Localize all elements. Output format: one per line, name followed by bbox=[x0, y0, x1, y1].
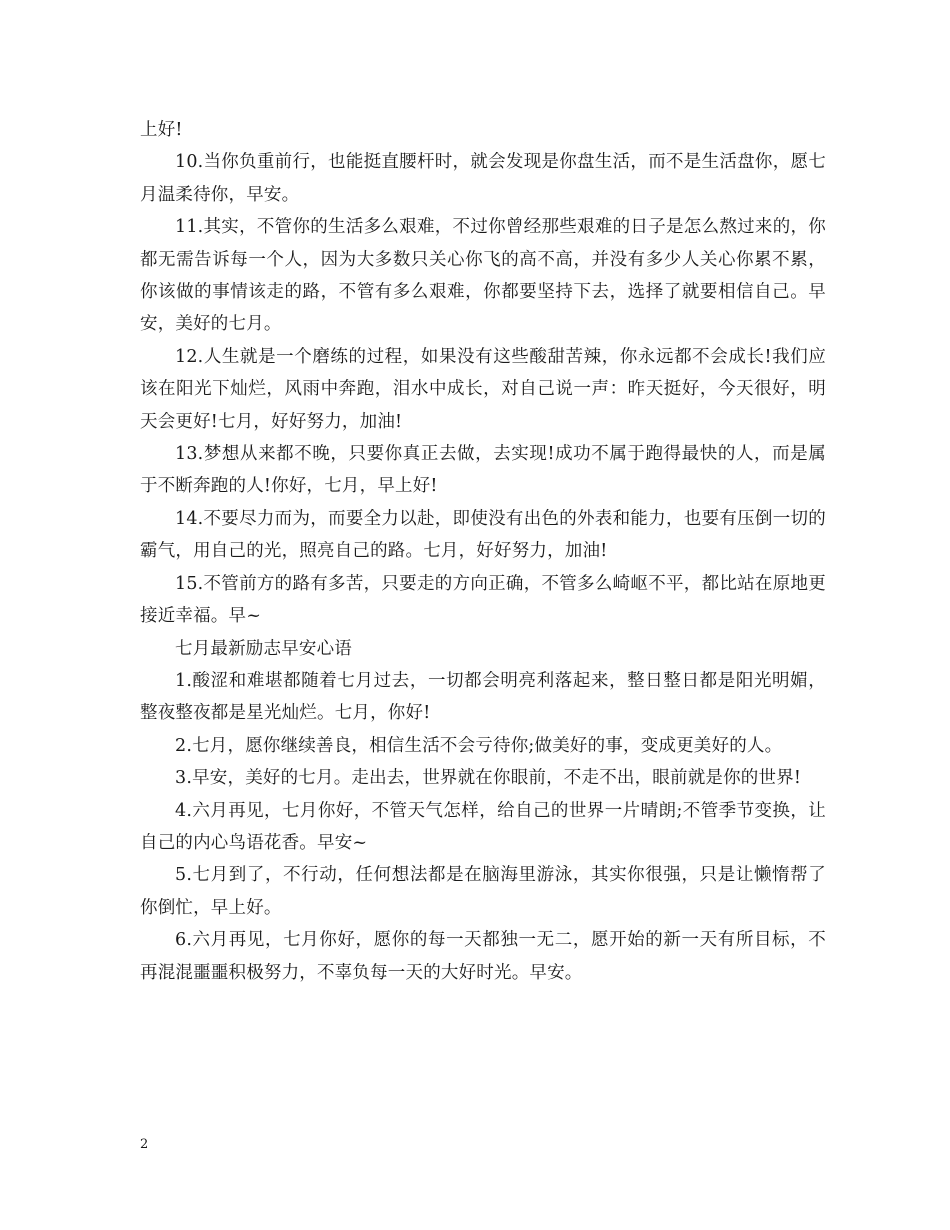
paragraph: 12.人生就是一个磨练的过程，如果没有这些酸甜苦辣，你永远都不会成长!我们应该在阳光下灿烂，风雨中奔跑，泪水中成长，对自己说一声：昨天挺好，今天很好，明天会更好!七月，好好努力，加油! bbox=[140, 346, 826, 432]
paragraph: 2.七月，愿你继续善良，相信生活不会亏待你;做美好的事，变成更美好的人。 bbox=[175, 735, 783, 756]
paragraph: 10.当你负重前行，也能挺直腰杆时，就会发现是你盘生活，而不是生活盘你，愿七月温柔待你，早安。 bbox=[140, 152, 826, 205]
document-body bbox=[140, 114, 826, 989]
paragraph: 1.酸涩和难堪都随着七月过去，一切都会明亮利落起来，整日整日都是阳光明媚，整夜整夜都是星光灿烂。七月，你好! bbox=[140, 670, 826, 724]
paragraph: 14.不要尽力而为，而要全力以赴，即使没有出色的外表和能力，也要有压倒一切的霸气，用自己的光，照亮自己的路。七月，好好努力，加油! bbox=[140, 508, 826, 562]
paragraph: 3.早安，美好的七月。走出去，世界就在你眼前，不走不出，眼前就是你的世界! bbox=[175, 768, 802, 789]
paragraph: 11.其实，不管你的生活多么艰难，不过你曾经那些艰难的日子是怎么熬过来的，你都无需告诉每一个人，因为大多数只关心你飞的高不高，并没有多少人关心你累不累，你该做的事情该走的路，不管有多么艰难，你都要坚持下去，选择了就要相信自己。早安，美好的七月。 bbox=[140, 217, 826, 335]
page-number: 2 bbox=[140, 1137, 149, 1152]
section-heading: 七月最新励志早安心语 bbox=[175, 638, 352, 659]
paragraph: 6.六月再见，七月你好，愿你的每一天都独一无二，愿开始的新一天有所目标，不再混混噩噩积极努力，不辜负每一天的大好时光。早安。 bbox=[140, 930, 826, 983]
paragraph: 4.六月再见，七月你好，不管天气怎样，给自己的世界一片晴朗;不管季节变换，让自己的内心鸟语花香。早安~ bbox=[140, 800, 826, 853]
paragraph: 13.梦想从来都不晚，只要你真正去做，去实现!成功不属于跑得最快的人，而是属于不断奔跑的人!你好，七月，早上好! bbox=[140, 444, 826, 497]
paragraph: 15.不管前方的路有多苦，只要走的方向正确，不管多么崎岖不平，都比站在原地更接近幸福。早~ bbox=[140, 573, 826, 627]
paragraph: 上好! bbox=[140, 120, 183, 140]
paragraph: 5.七月到了，不行动，任何想法都是在脑海里游泳，其实你很强，只是让懒惰帮了你倒忙，早上好。 bbox=[140, 865, 826, 918]
